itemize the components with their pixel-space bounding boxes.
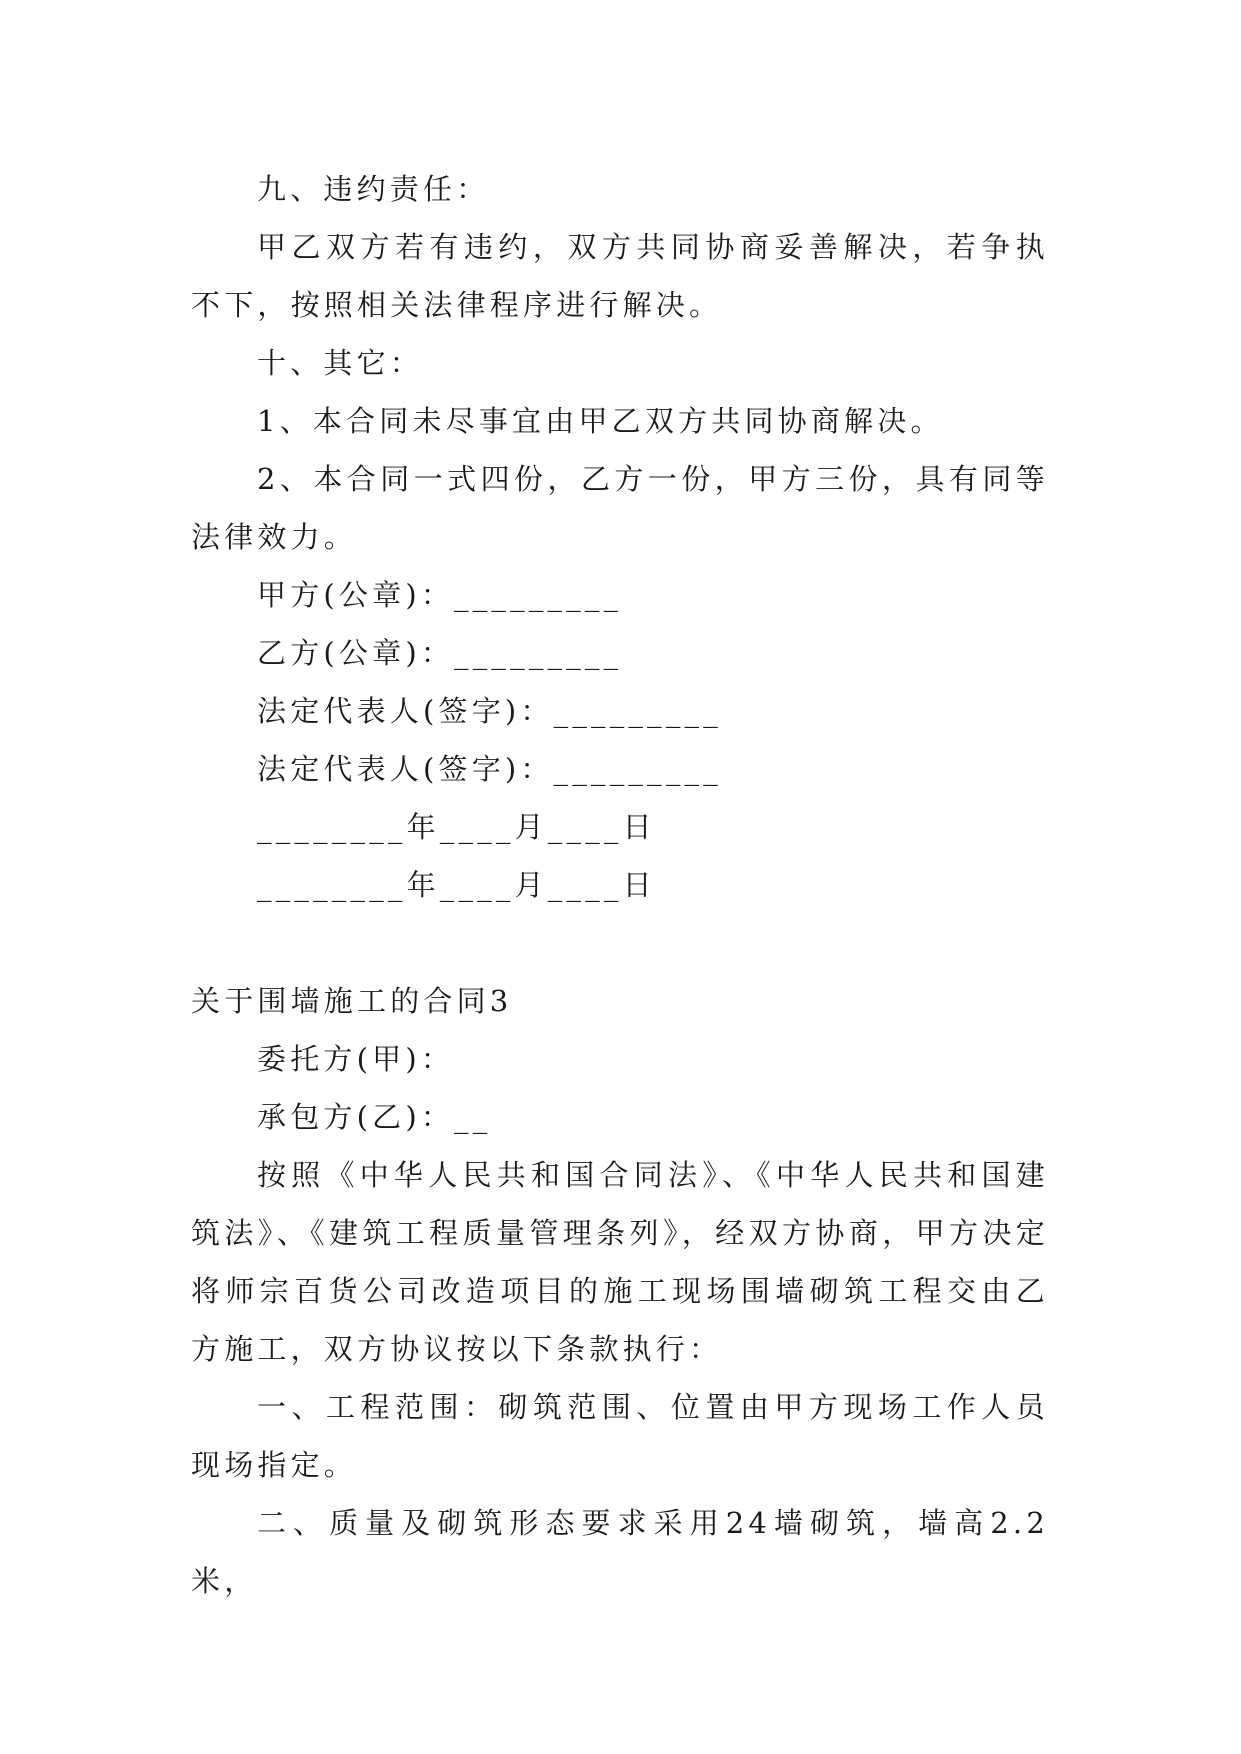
clause-text-breach: 甲乙双方若有违约，双方共同协商妥善解决，若争执不下，按照相关法律程序进行解决。	[191, 230, 1049, 322]
date-line-a: ________年____月____日	[257, 810, 656, 844]
signature-party-a: 甲方(公章)：_________	[257, 578, 623, 612]
signature-legal-rep-a: 法定代表人(签字)：_________	[257, 694, 722, 728]
signature-legal-rep-b: 法定代表人(签字)：_________	[257, 752, 722, 786]
date-line-b: ________年____月____日	[257, 868, 656, 902]
clause-heading-breach: 九、违约责任：	[257, 172, 490, 206]
document-body	[191, 160, 1049, 1610]
clause-item-1: 1、本合同未尽事宜由甲乙双方共同协商解决。	[257, 404, 944, 438]
client-party: 委托方(甲)：	[257, 1042, 455, 1076]
section-title: 关于围墙施工的合同3	[191, 984, 513, 1018]
contractor-party: 承包方(乙)：__	[257, 1100, 492, 1134]
preamble-text: 按照《中华人民共和国合同法》、《中华人民共和国建筑法》、《建筑工程质量管理条列》，经双方协商，甲方决定将师宗百货公司改造项目的施工现场围墙砌筑工程交由乙方施工，双方协议按以下条款执行：	[191, 1158, 1049, 1366]
clause-heading-other: 十、其它：	[257, 346, 424, 380]
clause-item-2: 2、本合同一式四份，乙方一份，甲方三份，具有同等法律效力。	[191, 462, 1049, 554]
clause-scope: 一、工程范围：砌筑范围、位置由甲方现场工作人员现场指定。	[191, 1390, 1049, 1482]
clause-quality: 二、质量及砌筑形态要求采用24墙砌筑，墙高2.2米，	[191, 1506, 1049, 1598]
section-gap	[191, 914, 1049, 972]
signature-party-b: 乙方(公章)：_________	[257, 636, 623, 670]
